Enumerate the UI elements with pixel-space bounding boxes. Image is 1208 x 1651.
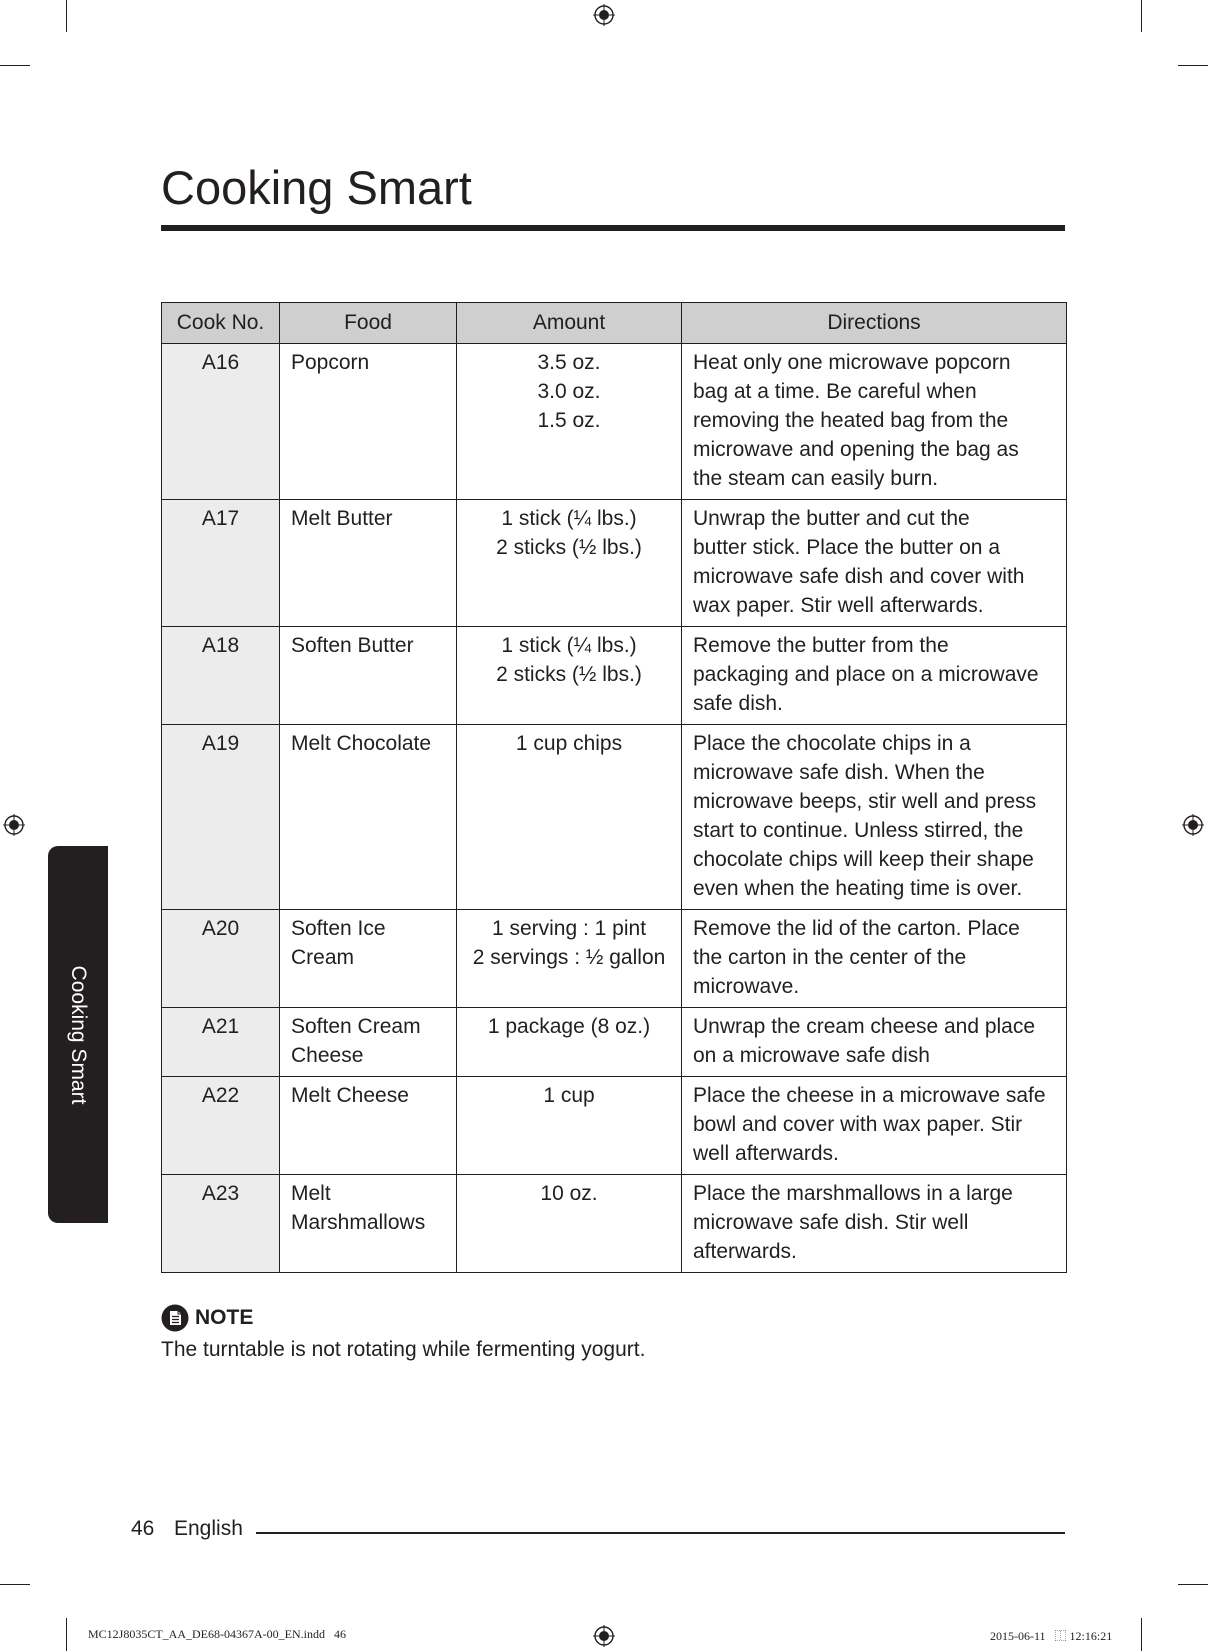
cell-food (280, 1008, 457, 1077)
table-body (162, 344, 1067, 1273)
cell-food-line: Soften Cream (291, 1015, 421, 1038)
cell-directions (682, 910, 1067, 1008)
cell-food-line: Melt (291, 1182, 331, 1205)
cell-cook-no: A21 (162, 1008, 280, 1077)
cooking-table (161, 302, 1067, 1273)
cell-amount (457, 500, 682, 627)
cell-directions (682, 344, 1067, 500)
table-row (162, 1077, 1067, 1175)
cell-food (280, 500, 457, 627)
cell-directions-line: microwave. (693, 975, 800, 998)
table-row (162, 500, 1067, 627)
cell-directions-line: Remove the butter from the (693, 634, 949, 657)
cell-directions-line: Unwrap the cream cheese and place (693, 1015, 1036, 1038)
cell-food-line: Melt Cheese (291, 1084, 409, 1107)
table-row (162, 1008, 1067, 1077)
cell-directions-line: chocolate chips will keep their shape (693, 848, 1034, 871)
cell-directions-line: the steam can easily burn. (693, 467, 939, 490)
cell-directions-line: even when the heating time is over. (693, 877, 1023, 900)
cell-directions-line: the carton in the center of the (693, 946, 967, 969)
footer-language: English (174, 1517, 243, 1540)
note-text: The turntable is not rotating while fermenting yogurt. (161, 1338, 646, 1361)
cell-cook-no: A22 (162, 1077, 280, 1175)
table-row (162, 910, 1067, 1008)
cell-amount-line: 3.5 oz. (537, 351, 601, 374)
cell-directions-line: removing the heated bag from the (693, 409, 1009, 432)
cell-directions-line: Place the cheese in a microwave safe (693, 1084, 1046, 1107)
cell-food (280, 1077, 457, 1175)
cell-directions-line: Heat only one microwave popcorn (693, 351, 1011, 374)
cell-amount (457, 1008, 682, 1077)
cell-directions-line: microwave beeps, stir well and press (693, 790, 1037, 813)
header-food: Food (280, 303, 457, 344)
cell-directions-line: packaging and place on a microwave (693, 663, 1039, 686)
cell-directions-line: bag at a time. Be careful when (693, 380, 977, 403)
side-tab-label: Cooking Smart (67, 965, 90, 1104)
cell-amount-line: 1.5 oz. (537, 409, 601, 432)
imprint-timestamp: 2015-06-11 ⿰ 12:16:21 (990, 1629, 1113, 1643)
cell-amount-line: 1 stick (¼ lbs.) (501, 634, 637, 657)
cell-directions-line: wax paper. Stir well afterwards. (693, 594, 984, 617)
cell-amount-line: 1 package (8 oz.) (487, 1015, 651, 1038)
header-amount: Amount (457, 303, 682, 344)
crop-mark (1178, 1584, 1208, 1585)
crop-mark (0, 65, 30, 66)
registration-mark-icon (3, 814, 25, 836)
cell-directions-line: afterwards. (693, 1240, 797, 1263)
table-row (162, 627, 1067, 725)
table-row (162, 344, 1067, 500)
cell-food-line: Marshmallows (291, 1211, 426, 1234)
cell-directions-line: butter stick. Place the butter on a (693, 536, 1001, 559)
imprint-filename: MC12J8035CT_AA_DE68-04367A-00_EN.indd 46 (88, 1627, 346, 1641)
cell-amount-line: 1 cup (543, 1084, 595, 1107)
cell-directions-line: safe dish. (693, 692, 783, 715)
cell-food (280, 910, 457, 1008)
table-header-row (162, 303, 1067, 344)
title-rule (161, 225, 1065, 231)
page-title: Cooking Smart (161, 161, 472, 214)
cell-food (280, 1175, 457, 1273)
side-tab (48, 846, 108, 1223)
cell-food-line: Popcorn (291, 351, 370, 374)
footer-rule (256, 1532, 1065, 1534)
crop-mark (1178, 65, 1208, 66)
cell-food-line: Cheese (291, 1044, 364, 1067)
crop-mark (1141, 0, 1142, 32)
table-row (162, 725, 1067, 910)
note-label: NOTE (195, 1306, 254, 1329)
cell-directions (682, 627, 1067, 725)
cell-amount (457, 627, 682, 725)
cell-directions (682, 1008, 1067, 1077)
cell-directions-line: Place the marshmallows in a large (693, 1182, 1013, 1205)
cell-directions (682, 500, 1067, 627)
crop-mark (0, 1584, 30, 1585)
cell-amount (457, 344, 682, 500)
cell-directions-line: microwave safe dish. When the (693, 761, 985, 784)
cell-food-line: Melt Butter (291, 507, 393, 530)
cell-directions-line: bowl and cover with wax paper. Stir (693, 1113, 1023, 1136)
cell-directions-line: Place the chocolate chips in a (693, 732, 971, 755)
cell-food-line: Soften Butter (291, 634, 414, 657)
cell-food-line: Cream (291, 946, 355, 969)
cell-food-line: Melt Chocolate (291, 732, 432, 755)
cell-cook-no: A19 (162, 725, 280, 910)
cell-directions (682, 725, 1067, 910)
cell-cook-no: A17 (162, 500, 280, 627)
cell-cook-no: A18 (162, 627, 280, 725)
cell-directions-line: well afterwards. (693, 1142, 839, 1165)
cell-amount-line: 2 sticks (½ lbs.) (496, 663, 642, 686)
cell-food-line: Soften Ice (291, 917, 386, 940)
page-number: 46 (131, 1517, 155, 1540)
cell-cook-no: A16 (162, 344, 280, 500)
header-directions: Directions (682, 303, 1067, 344)
registration-mark-icon (593, 1625, 615, 1647)
header-cook-no: Cook No. (162, 303, 280, 344)
cell-food (280, 344, 457, 500)
cell-directions-line: Unwrap the butter and cut the (693, 507, 970, 530)
cell-directions (682, 1175, 1067, 1273)
cell-directions (682, 1077, 1067, 1175)
cell-food (280, 627, 457, 725)
cell-directions-line: microwave and opening the bag as (693, 438, 1019, 461)
cell-directions-line: on a microwave safe dish (693, 1044, 930, 1067)
cell-amount (457, 725, 682, 910)
cell-amount (457, 910, 682, 1008)
registration-mark-icon (1182, 814, 1204, 836)
note-icon (161, 1304, 189, 1332)
cell-amount-line: 3.0 oz. (537, 380, 601, 403)
cell-amount-line: 1 stick (¼ lbs.) (501, 507, 637, 530)
cell-directions-line: Remove the lid of the carton. Place (693, 917, 1020, 940)
registration-mark-icon (593, 4, 615, 26)
cell-amount-line: 2 sticks (½ lbs.) (496, 536, 642, 559)
cell-directions-line: start to continue. Unless stirred, the (693, 819, 1024, 842)
cell-amount (457, 1077, 682, 1175)
cell-amount (457, 1175, 682, 1273)
cell-food (280, 725, 457, 910)
crop-mark (66, 0, 67, 32)
crop-mark (1141, 1618, 1142, 1651)
cell-cook-no: A20 (162, 910, 280, 1008)
cell-directions-line: microwave safe dish and cover with (693, 565, 1025, 588)
note-heading (161, 1304, 253, 1332)
cell-amount-line: 1 cup chips (515, 732, 623, 755)
cell-amount-line: 1 serving : 1 pint (491, 917, 647, 940)
cell-cook-no: A23 (162, 1175, 280, 1273)
cell-amount-line: 10 oz. (540, 1182, 598, 1205)
table-row (162, 1175, 1067, 1273)
crop-mark (66, 1618, 67, 1651)
cell-directions-line: microwave safe dish. Stir well (693, 1211, 969, 1234)
cell-amount-line: 2 servings : ½ gallon (472, 946, 666, 969)
